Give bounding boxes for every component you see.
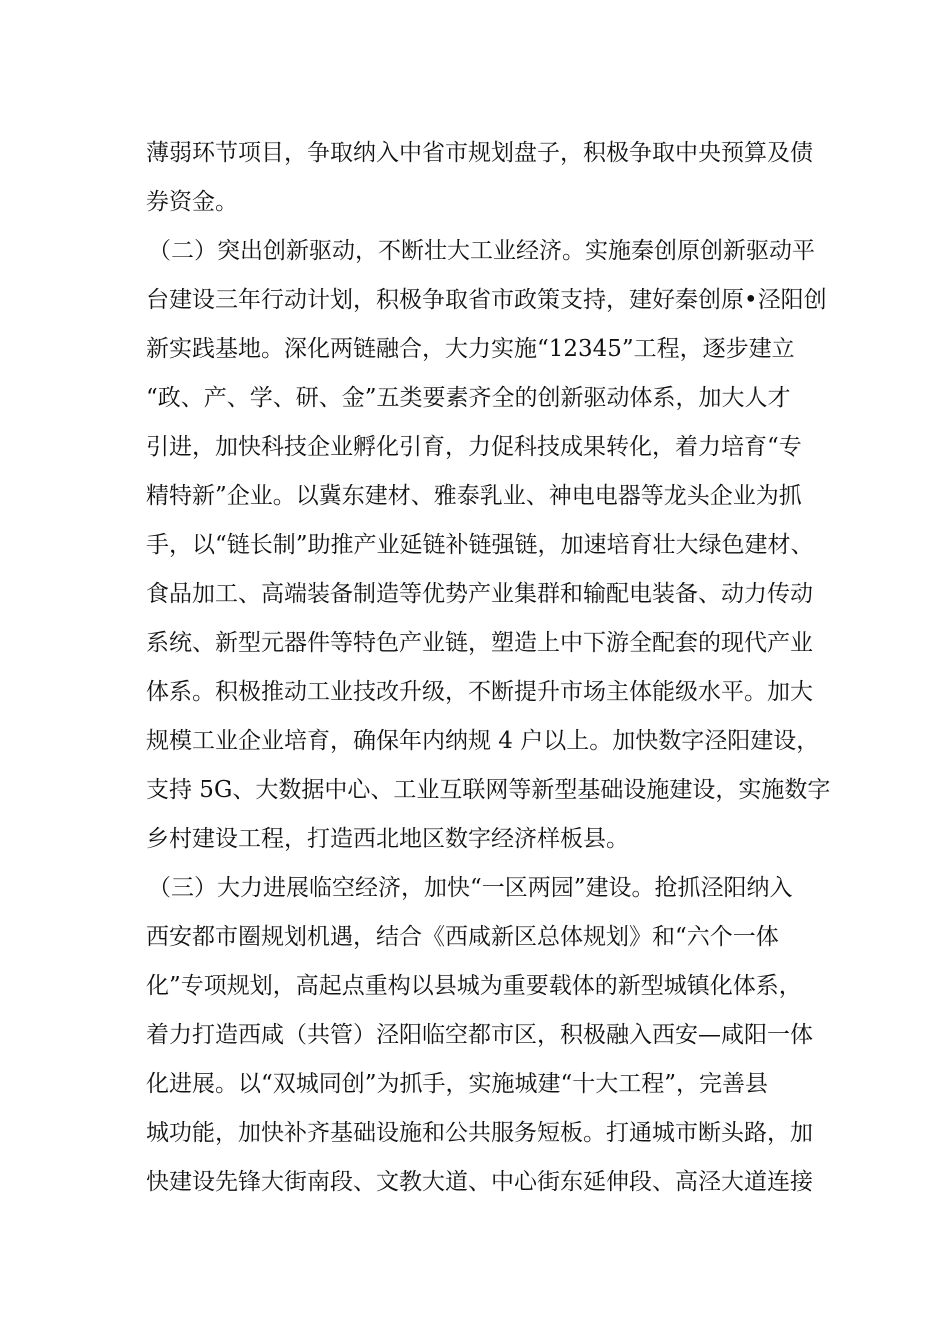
text-line: 手，以“链长制”助推产业延链补链强链，加速培育壮大绿色建材、 — [146, 532, 814, 558]
text-line: 化进展。以“双城同创”为抓手，实施城建“十大工程”，完善县 — [146, 1071, 769, 1097]
text-line: 台建设三年行动计划，积极争取省市政策支持，建好秦创原•泾阳创 — [146, 287, 827, 313]
text-line: 西安都市圈规划机遇，结合《西咸新区总体规划》和“六个一体 — [146, 924, 779, 950]
text-line: 城功能，加快补齐基础设施和公共服务短板。打通城市断头路，加 — [146, 1120, 813, 1146]
text-line: “政、产、学、研、金”五类要素齐全的创新驱动体系，加大人才 — [146, 385, 791, 411]
text-line: 着力打造西咸（共管）泾阳临空都市区，积极融入西安—咸阳一体 — [146, 1022, 813, 1048]
text-line: 引进，加快科技企业孵化引育，力促科技成果转化，着力培育“专 — [146, 434, 802, 460]
paragraph-heading-2: （二）突出创新驱动，不断壮大工业经济。实施秦创原创新驱动平 — [148, 238, 815, 264]
text-line: 快建设先锋大街南段、文教大道、中心街东延伸段、高泾大道连接 — [146, 1169, 813, 1195]
text-line: 系统、新型元器件等特色产业链，塑造上中下游全配套的现代产业 — [146, 630, 813, 656]
text-line: 新实践基地。深化两链融合，大力实施“12345”工程，逐步建立 — [146, 336, 795, 362]
text-line: 薄弱环节项目，争取纳入中省市规划盘子，积极争取中央预算及债 — [146, 140, 813, 166]
text-line: 体系。积极推动工业技改升级，不断提升市场主体能级水平。加大 — [146, 679, 813, 705]
text-line: 化”专项规划，高起点重构以县城为重要载体的新型城镇化体系， — [146, 973, 802, 999]
text-line: 精特新”企业。以冀东建材、雅泰乳业、神电电器等龙头企业为抓 — [146, 483, 802, 509]
paragraph-heading-3: （三）大力进展临空经济，加快“一区两园”建设。抢抓泾阳纳入 — [148, 875, 793, 901]
text-line: 乡村建设工程，打造西北地区数字经济样板县。 — [146, 826, 629, 852]
text-line: 食品加工、高端装备制造等优势产业集群和输配电装备、动力传动 — [146, 581, 813, 607]
text-line: 支持 5G、大数据中心、工业互联网等新型基础设施建设，实施数字 — [146, 777, 831, 803]
text-line: 规模工业企业培育，确保年内纳规 4 户以上。加快数字泾阳建设， — [146, 728, 820, 754]
text-line: 券资金。 — [146, 189, 238, 215]
